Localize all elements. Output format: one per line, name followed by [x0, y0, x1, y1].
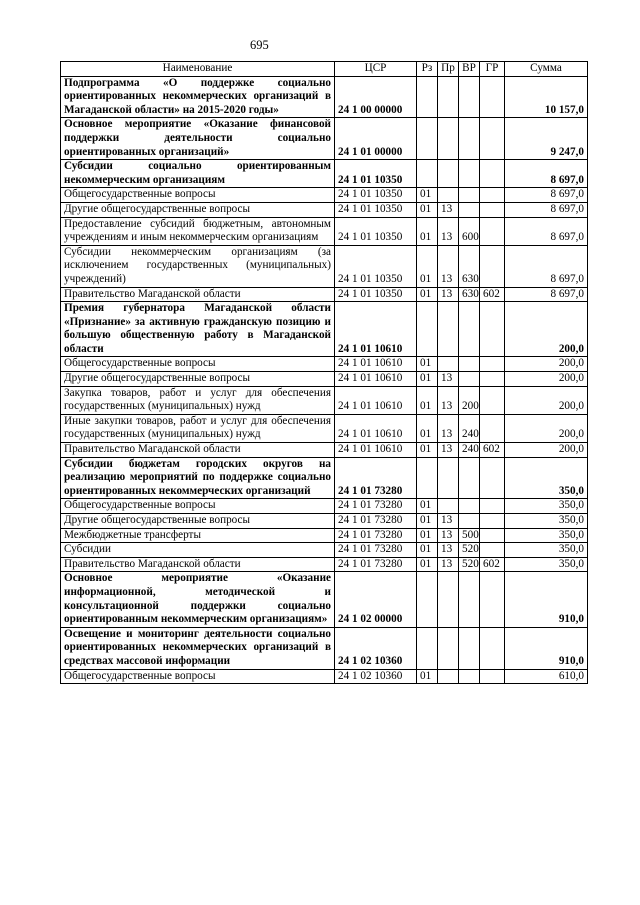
cell-gr: 602	[480, 557, 505, 572]
cell-csr: 24 1 01 10610	[335, 302, 417, 357]
cell-pr	[438, 669, 459, 684]
cell-pr: 13	[438, 245, 459, 287]
cell-gr: 602	[480, 287, 505, 302]
cell-pr	[438, 357, 459, 372]
cell-rz: 01	[417, 188, 438, 203]
column-header-csr: ЦСР	[335, 62, 417, 77]
cell-csr: 24 1 01 73280	[335, 514, 417, 529]
cell-gr	[480, 217, 505, 245]
cell-sum: 910,0	[505, 572, 588, 627]
cell-sum: 10 157,0	[505, 76, 588, 118]
table-row	[61, 572, 588, 627]
table-row	[61, 245, 588, 287]
cell-pr	[438, 457, 459, 499]
table-row	[61, 514, 588, 529]
column-header-pr: Пр	[438, 62, 459, 77]
cell-sum: 350,0	[505, 557, 588, 572]
cell-vr: 520	[459, 543, 480, 558]
table-row	[61, 76, 588, 118]
cell-sum: 8 697,0	[505, 217, 588, 245]
cell-vr	[459, 572, 480, 627]
cell-pr: 13	[438, 386, 459, 414]
table-row	[61, 669, 588, 684]
cell-pr: 13	[438, 557, 459, 572]
cell-name: Межбюджетные трансферты	[61, 528, 335, 543]
table-row	[61, 202, 588, 217]
table-row	[61, 287, 588, 302]
column-header-name: Наименование	[61, 62, 335, 77]
cell-gr: 602	[480, 443, 505, 458]
cell-pr: 13	[438, 543, 459, 558]
cell-name: Премия губернатора Магаданской области «Признание» за активную гражданскую позицию и большую общественную работу в Магаданской области	[61, 302, 335, 357]
cell-vr	[459, 669, 480, 684]
cell-rz: 01	[417, 514, 438, 529]
cell-csr: 24 1 01 73280	[335, 557, 417, 572]
cell-rz	[417, 457, 438, 499]
cell-vr	[459, 627, 480, 669]
cell-vr: 520	[459, 557, 480, 572]
cell-vr: 500	[459, 528, 480, 543]
cell-name: Освещение и мониторинг деятельности социально ориентированных некоммерческих организаций в средствах массовой информации	[61, 627, 335, 669]
column-header-vr: ВР	[459, 62, 480, 77]
column-header-rz: Рз	[417, 62, 438, 77]
cell-rz: 01	[417, 414, 438, 442]
cell-rz: 01	[417, 372, 438, 387]
cell-pr: 13	[438, 372, 459, 387]
cell-gr	[480, 386, 505, 414]
cell-rz: 01	[417, 202, 438, 217]
cell-rz: 01	[417, 245, 438, 287]
cell-rz: 01	[417, 287, 438, 302]
table-row	[61, 118, 588, 160]
cell-rz	[417, 302, 438, 357]
cell-name: Другие общегосударственные вопросы	[61, 202, 335, 217]
page-number: 695	[250, 38, 269, 52]
cell-vr	[459, 160, 480, 188]
cell-vr	[459, 457, 480, 499]
cell-csr: 24 1 01 10350	[335, 188, 417, 203]
cell-rz	[417, 118, 438, 160]
table-row	[61, 386, 588, 414]
cell-gr	[480, 514, 505, 529]
cell-rz: 01	[417, 386, 438, 414]
cell-csr: 24 1 02 00000	[335, 572, 417, 627]
cell-sum: 200,0	[505, 302, 588, 357]
cell-gr	[480, 118, 505, 160]
cell-name: Предоставление субсидий бюджетным, автономным учреждениям и иным некоммерческим организациям	[61, 217, 335, 245]
cell-sum: 910,0	[505, 627, 588, 669]
cell-name: Субсидии бюджетам городских округов на реализацию мероприятий по поддержке социально ориентированных некоммерческих организаций	[61, 457, 335, 499]
cell-pr: 13	[438, 528, 459, 543]
cell-gr	[480, 357, 505, 372]
cell-sum: 350,0	[505, 543, 588, 558]
cell-rz	[417, 160, 438, 188]
cell-vr	[459, 514, 480, 529]
cell-pr: 13	[438, 414, 459, 442]
cell-vr	[459, 357, 480, 372]
cell-csr: 24 1 01 10610	[335, 414, 417, 442]
cell-gr	[480, 457, 505, 499]
cell-name: Подпрограмма «О поддержке социально ориентированных некоммерческих организаций в Магаданской области» на 2015-2020 годы»	[61, 76, 335, 118]
cell-gr	[480, 76, 505, 118]
cell-pr: 13	[438, 287, 459, 302]
cell-pr	[438, 499, 459, 514]
table-row	[61, 414, 588, 442]
cell-gr	[480, 188, 505, 203]
column-header-gr: ГР	[480, 62, 505, 77]
cell-gr	[480, 499, 505, 514]
cell-rz: 01	[417, 543, 438, 558]
cell-csr: 24 1 01 10350	[335, 202, 417, 217]
cell-rz: 01	[417, 528, 438, 543]
table-row	[61, 543, 588, 558]
cell-sum: 200,0	[505, 357, 588, 372]
cell-rz: 01	[417, 443, 438, 458]
cell-rz: 01	[417, 557, 438, 572]
cell-name: Иные закупки товаров, работ и услуг для обеспечения государственных (муниципальных) нужд	[61, 414, 335, 442]
cell-name: Основное мероприятие «Оказание информационной, методической и консультационной поддержки социально ориентированным некоммерческим организациям»	[61, 572, 335, 627]
cell-sum: 350,0	[505, 528, 588, 543]
table-row	[61, 627, 588, 669]
cell-vr: 630	[459, 287, 480, 302]
cell-csr: 24 1 01 73280	[335, 543, 417, 558]
cell-pr	[438, 572, 459, 627]
cell-csr: 24 1 00 00000	[335, 76, 417, 118]
cell-name: Правительство Магаданской области	[61, 557, 335, 572]
cell-rz	[417, 572, 438, 627]
cell-rz: 01	[417, 217, 438, 245]
cell-csr: 24 1 01 00000	[335, 118, 417, 160]
cell-name: Основное мероприятие «Оказание финансовой поддержки деятельности социально ориентированных организаций»	[61, 118, 335, 160]
cell-sum: 8 697,0	[505, 245, 588, 287]
cell-pr	[438, 188, 459, 203]
cell-name: Общегосударственные вопросы	[61, 188, 335, 203]
cell-sum: 8 697,0	[505, 287, 588, 302]
cell-gr	[480, 528, 505, 543]
cell-vr	[459, 372, 480, 387]
cell-name: Общегосударственные вопросы	[61, 669, 335, 684]
cell-csr: 24 1 01 10610	[335, 357, 417, 372]
cell-csr: 24 1 01 73280	[335, 528, 417, 543]
cell-rz	[417, 627, 438, 669]
table-row	[61, 160, 588, 188]
table-row	[61, 188, 588, 203]
cell-vr: 200	[459, 386, 480, 414]
budget-table	[60, 61, 588, 684]
cell-sum: 350,0	[505, 499, 588, 514]
cell-gr	[480, 627, 505, 669]
cell-sum: 350,0	[505, 514, 588, 529]
cell-vr: 600	[459, 217, 480, 245]
cell-sum: 200,0	[505, 372, 588, 387]
cell-vr: 240	[459, 414, 480, 442]
table-row	[61, 372, 588, 387]
cell-pr: 13	[438, 443, 459, 458]
table-row	[61, 217, 588, 245]
cell-name: Другие общегосударственные вопросы	[61, 372, 335, 387]
cell-rz: 01	[417, 669, 438, 684]
cell-csr: 24 1 01 10350	[335, 287, 417, 302]
cell-name: Субсидии социально ориентированным некоммерческим организациям	[61, 160, 335, 188]
table-row	[61, 457, 588, 499]
table-header	[61, 62, 588, 77]
cell-vr	[459, 118, 480, 160]
cell-csr: 24 1 02 10360	[335, 669, 417, 684]
cell-vr	[459, 188, 480, 203]
cell-gr	[480, 669, 505, 684]
cell-sum: 350,0	[505, 457, 588, 499]
cell-name: Общегосударственные вопросы	[61, 357, 335, 372]
cell-sum: 8 697,0	[505, 160, 588, 188]
cell-csr: 24 1 01 73280	[335, 499, 417, 514]
table-row	[61, 302, 588, 357]
cell-pr	[438, 302, 459, 357]
cell-sum: 610,0	[505, 669, 588, 684]
cell-sum: 8 697,0	[505, 202, 588, 217]
table-row	[61, 357, 588, 372]
cell-rz	[417, 76, 438, 118]
cell-name: Закупка товаров, работ и услуг для обеспечения государственных (муниципальных) нужд	[61, 386, 335, 414]
cell-pr	[438, 160, 459, 188]
cell-vr	[459, 202, 480, 217]
cell-sum: 200,0	[505, 443, 588, 458]
cell-name: Субсидии некоммерческим организациям (за исключением государственных (муниципальных) учреждений)	[61, 245, 335, 287]
cell-name: Субсидии	[61, 543, 335, 558]
table-row	[61, 557, 588, 572]
cell-name: Другие общегосударственные вопросы	[61, 514, 335, 529]
cell-vr	[459, 76, 480, 118]
cell-pr	[438, 118, 459, 160]
cell-sum: 8 697,0	[505, 188, 588, 203]
cell-pr	[438, 627, 459, 669]
cell-gr	[480, 372, 505, 387]
cell-rz: 01	[417, 357, 438, 372]
cell-gr	[480, 302, 505, 357]
cell-csr: 24 1 01 10610	[335, 386, 417, 414]
table-row	[61, 499, 588, 514]
cell-name: Общегосударственные вопросы	[61, 499, 335, 514]
cell-csr: 24 1 01 10350	[335, 217, 417, 245]
column-header-sum: Сумма	[505, 62, 588, 77]
cell-csr: 24 1 01 73280	[335, 457, 417, 499]
cell-sum: 9 247,0	[505, 118, 588, 160]
cell-csr: 24 1 01 10350	[335, 160, 417, 188]
cell-name: Правительство Магаданской области	[61, 443, 335, 458]
cell-pr: 13	[438, 202, 459, 217]
cell-pr	[438, 76, 459, 118]
cell-csr: 24 1 02 10360	[335, 627, 417, 669]
cell-gr	[480, 202, 505, 217]
cell-csr: 24 1 01 10610	[335, 443, 417, 458]
cell-gr	[480, 160, 505, 188]
cell-pr: 13	[438, 217, 459, 245]
cell-sum: 200,0	[505, 414, 588, 442]
cell-vr: 240	[459, 443, 480, 458]
table-body	[61, 76, 588, 684]
cell-sum: 200,0	[505, 386, 588, 414]
cell-gr	[480, 245, 505, 287]
cell-vr	[459, 302, 480, 357]
cell-gr	[480, 572, 505, 627]
cell-csr: 24 1 01 10350	[335, 245, 417, 287]
cell-pr: 13	[438, 514, 459, 529]
cell-gr	[480, 414, 505, 442]
table-row	[61, 528, 588, 543]
cell-rz: 01	[417, 499, 438, 514]
cell-gr	[480, 543, 505, 558]
cell-name: Правительство Магаданской области	[61, 287, 335, 302]
cell-vr: 630	[459, 245, 480, 287]
table-row	[61, 443, 588, 458]
cell-csr: 24 1 01 10610	[335, 372, 417, 387]
cell-vr	[459, 499, 480, 514]
